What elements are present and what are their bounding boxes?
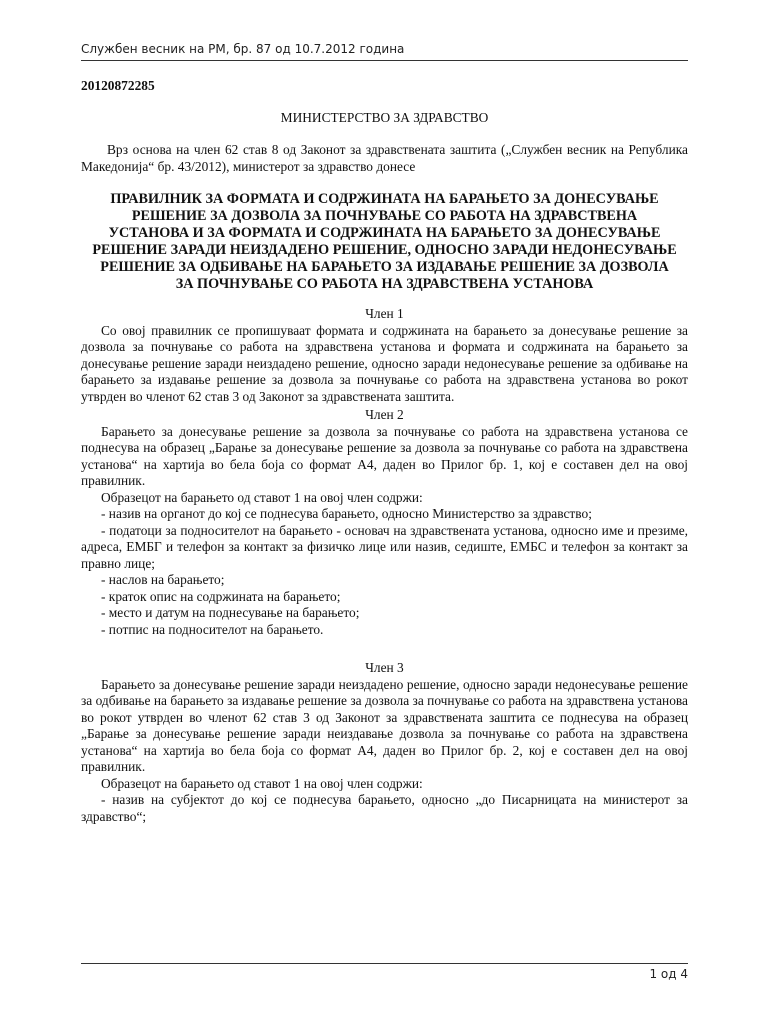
list-item: - потпис на подносителот на барањето. [101, 621, 324, 637]
article-3-paragraph: Барањето за донесување решение заради неиздадено решение, односно заради недонесување решение за одбивање на барањето за издавање решение за дозвола за почнување со работа на здравствена установа во рокот утврден во членот 62 став 3 од Законот за здравствената заштита се поднесува на образец „Барање за донесување решение заради неиздавање дозвола за почнување со работа на здравствена установа“ на хартија во бела боја со формат А4, даден во Прилог бр. 2, кој е составен дел на овој правилник. [81, 676, 688, 774]
header-divider [81, 60, 688, 61]
article-3-heading: Член 3 [365, 660, 404, 675]
article-1-paragraph: Со овој правилник се пропишуваат формата и содржината на барањето за донесување решение за дозвола за почнување со работа на здравствена установа и формата и содржината на барањето за донесување решение заради неиздадено решение, односно заради недонесување решение за одбивање на барањето за издавање решение за дозвола за почнување со работа на здравствена установа во рокот утврден во членот 62 став 3 од Законот за здравствената заштита. [81, 322, 688, 404]
article-2-intro: Образецот на барањето од ставот 1 на овој член содржи: [101, 489, 423, 505]
list-item: - место и датум на поднесување на барањето; [101, 605, 360, 620]
footer-divider [81, 963, 688, 964]
article-1-heading: Член 1 [365, 306, 404, 321]
list-item: - податоци за подносителот на барањето - основач на здравствената установа, односно име и презиме, адреса, ЕМБГ и телефон за контакт за физичко лице или назив, седиште, ЕМБС и телефон за контакт за правно лице; [81, 522, 688, 571]
article-3-intro: Образецот на барањето од ставот 1 на овој член содржи: [101, 775, 423, 791]
legal-basis-paragraph: Врз основа на член 62 став 8 од Законот за здравствената заштита („Службен весник на Република Македонија“ бр. 43/2012), министерот за здравство донесе [81, 142, 688, 174]
article-2-heading: Член 2 [365, 407, 404, 422]
list-item: - краток опис на содржината на барањето; [101, 588, 341, 604]
regulation-title: ПРАВИЛНИК ЗА ФОРМАТА И СОДРЖИНАТА НА БАРАЊЕТО ЗА ДОНЕСУВАЊЕ РЕШЕНИЕ ЗА ДОЗВОЛА ЗА ПОЧНУВАЊЕ СО РАБОТА НА ЗДРАВСТВЕНА УСТАНОВА И ЗА ФОРМАТА И СОДРЖИНАТА НА БАРАЊЕТО ЗА ДОНЕСУВАЊЕ РЕШЕНИЕ ЗАРАДИ НЕИЗДАДЕНО РЕШЕНИЕ, ОДНОСНО ЗАРАДИ НЕДОНЕСУВАЊЕ РЕШЕНИЕ ЗА ОДБИВАЊЕ НА БАРАЊЕТО ЗА ИЗДАВАЊЕ РЕШЕНИЕ ЗА ДОЗВОЛА ЗА ПОЧНУВАЊЕ СО РАБОТА НА ЗДРАВСТВЕНА УСТАНОВА [92, 191, 677, 292]
page-number: 1 од 4 [649, 967, 688, 981]
running-header: Службен весник на РМ, бр. 87 од 10.7.2012 година [81, 42, 405, 56]
list-item: - наслов на барањето; [101, 572, 225, 587]
list-item: - назив на органот до кој се поднесува барањето, односно Министерство за здравство; [101, 506, 592, 521]
document-body [81, 78, 688, 825]
article-2-paragraph: Барањето за донесување решение за дозвола за почнување со работа на здравствена установа се поднесува на образец „Барање за донесување решение за дозвола за почнување со работа на здравствена установа“ на хартија во бела боја со формат А4, даден во Прилог бр. 1, кој е составен дел на овој правилник. [81, 423, 688, 488]
ministry-heading: МИНИСТЕРСТВО ЗА ЗДРАВСТВО [280, 109, 489, 125]
document-number: 20120872285 [81, 78, 155, 93]
list-item: - назив на субјектот до кој се поднесува барањето, односно „до Писарницата на министерот за здравство“; [81, 792, 688, 824]
